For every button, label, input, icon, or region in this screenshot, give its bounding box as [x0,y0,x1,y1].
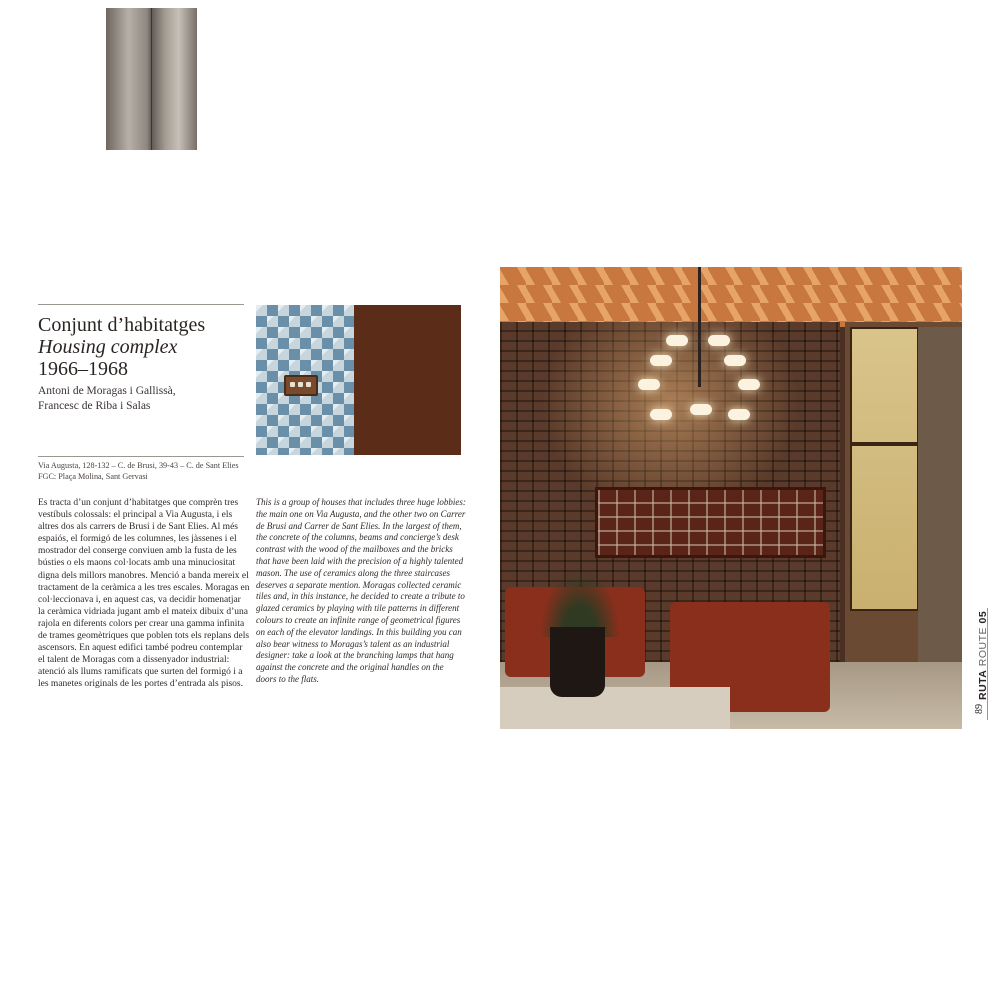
chandelier-lamp [650,355,672,366]
years: 1966–1968 [38,358,128,380]
chandelier-lamp [638,379,660,390]
chandelier-lamp [724,355,746,366]
elevator-call-panel [284,375,318,396]
tiled-ceiling [500,267,962,327]
chandelier-lamp [666,335,688,346]
title-block [38,314,248,414]
plant-pot [550,627,605,697]
architects [38,384,248,414]
chandelier-lamp [728,409,750,420]
address-block [38,461,268,482]
elevator-door-seam [151,8,152,150]
photo-elevator-landing [256,305,461,455]
address-streets: Via Augusta, 128-132 – C. de Brusi, 39-43 – C. de Sant Elies [38,461,239,470]
body-text-catalan: Es tracta d’un conjunt d’habitatges que comprèn tres vestíbuls colossals: el principal a Via Augusta, i els altres dos als carrers de Brusi i de Sant Elies. Al més espaiós, el formigó de les columnes, les jàssenes i el mostrador del conserge conviuen amb la fusta de les bústies o els maons col·locats amb una minuciositat digna dels millors manobres. Menció a banda mereix el tractament de la ceràmica a les tres escales. Moragas en col·leccionava i, en aquest cas, va decidir homenatjar la ceràmica vidriada jugant amb el mateix dibuix d’una rajola en diferents colors per crear una gamma infinita de trames geomètriques que poblen tots els replans dels ascensors. En aquest edifici també podreu contemplar el talent de Moragas com a dissenyador industrial: atenció als llums ramificats que surten del formigó i a les manetes originals de les portes d’entrada als pisos. [38,498,250,690]
chandelier-rod [698,267,701,387]
chandelier-lamp [738,379,760,390]
window-bar [850,442,917,446]
chandelier-lamp [690,404,712,415]
title-catalan: Conjunt d’habitatges [38,314,206,336]
architect-2: Francesc de Riba i Salas [38,400,151,412]
title-english: Housing complex [38,336,178,358]
body-text-english: This is a group of houses that includes three huge lobbies: the main one on Via Augusta, and the other two on Carrer de Brusi and Carrer de Sant Elies. In the largest of them, the concrete of the columns, beams and concierge’s desk contrast with the wood of the mailboxes and the bricks that have been laid with the precision of a highly talented mason. The use of ceramics along the three staircases deserves a separate mention. Moragas collected ceramic tiles and, in this instance, he decided to create a tribute to glazed ceramics by playing with tile patterns in different colours to create an infinite range of geometrical figures on each of the elevator landings. In this building you can also bear witness to Moragas’s talent as an industrial designer: take a look at the branching lamps that hang against the concrete and the original handles on the doors to the flats. [256,497,466,684]
concrete-column [918,327,962,667]
title-rule [38,304,244,305]
mailboxes [595,487,826,558]
page-number: 89 [974,704,985,714]
elevator-frame [354,305,461,455]
table [500,687,730,729]
route-label [977,600,991,700]
architect-1: Antoni de Moragas i Gallissà, [38,385,176,397]
photo-lobby [500,267,962,729]
route-number: 05 [977,610,989,624]
chandelier-lamp [650,409,672,420]
stair-window [850,327,919,611]
route-word: ROUTE [977,626,989,667]
address-rule [38,456,244,457]
ruta-label: RUTA [977,669,989,700]
address-transport: FGC: Plaça Molina, Sant Gervasi [38,471,148,481]
chandelier-lamp [708,335,730,346]
